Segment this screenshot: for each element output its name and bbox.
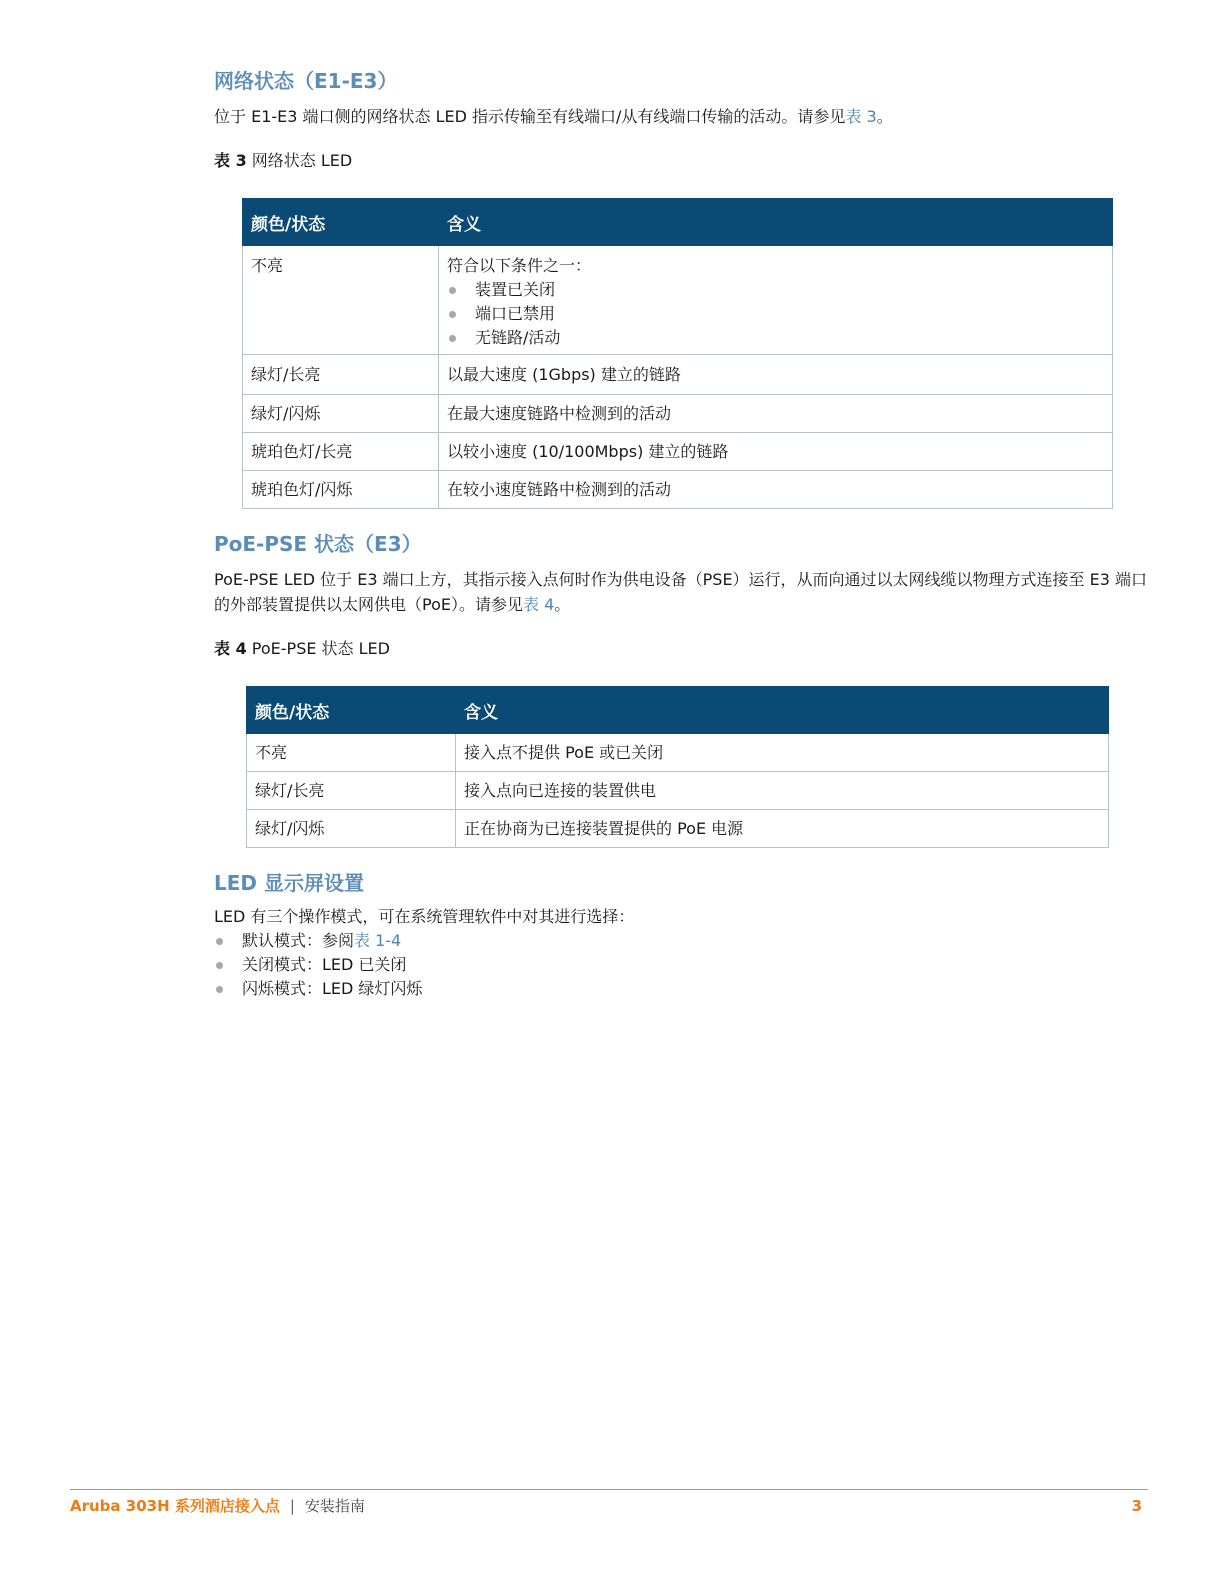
- header-meaning: 含义: [456, 687, 1109, 734]
- section-paragraph: [214, 104, 1154, 129]
- table-title: PoE-PSE 状态 LED: [246, 639, 390, 658]
- list-item: 闪烁模式：LED 绿灯闪烁: [214, 977, 1154, 1001]
- mode-default-text: 默认模式：参阅: [242, 931, 355, 950]
- table-3-link[interactable]: 表 3: [845, 107, 877, 126]
- mode-list: [214, 929, 1154, 1001]
- meaning-cell: [439, 246, 1113, 355]
- list-item: 关闭模式：LED 已关闭: [214, 953, 1154, 977]
- network-status-table: [242, 198, 1113, 509]
- table-row: [243, 395, 1113, 433]
- state-cell: 琥珀色灯/长亮: [243, 433, 439, 471]
- list-item: [214, 929, 1154, 953]
- meaning-cell: 正在协商为已连接装置提供的 PoE 电源: [456, 810, 1109, 848]
- section-heading: 网络状态（E1-E3）: [214, 69, 398, 93]
- poe-pse-status-table: [246, 686, 1109, 848]
- page-number: 3: [1131, 1497, 1142, 1515]
- table-row: [247, 734, 1109, 772]
- table-caption: [214, 150, 1154, 172]
- table-title: 网络状态 LED: [246, 151, 353, 170]
- table-row: [243, 471, 1113, 509]
- section-poe-pse-status: [214, 531, 1149, 660]
- meaning-cell: 接入点向已连接的装置供电: [456, 772, 1109, 810]
- paragraph-text: PoE-PSE LED 位于 E3 端口上方，其指示接入点何时作为供电设备（PSE）运行，从而向通过以太网线缆以物理方式连接至 E3 端口的外部装置提供以太网供电（PoE）。请参见: [214, 570, 1148, 614]
- section-heading: LED 显示屏设置: [214, 871, 364, 895]
- header-state: 颜色/状态: [247, 687, 456, 734]
- state-cell: 绿灯/闪烁: [243, 395, 439, 433]
- footer-guide-title: 安装指南: [304, 1497, 365, 1515]
- meaning-cell: 以较小速度 (10/100Mbps) 建立的链路: [439, 433, 1113, 471]
- section-heading: PoE-PSE 状态（E3）: [214, 532, 422, 556]
- table-header-row: [243, 199, 1113, 246]
- page-footer: [70, 1496, 1142, 1516]
- state-cell: 绿灯/长亮: [243, 355, 439, 395]
- table-row: [243, 246, 1113, 355]
- list-item: 端口已禁用: [447, 302, 1104, 326]
- table-row: [243, 355, 1113, 395]
- conditions-intro: 符合以下条件之一：: [447, 256, 592, 275]
- paragraph-end: 。: [554, 595, 571, 614]
- header-meaning: 含义: [439, 199, 1113, 246]
- conditions-list: [447, 278, 1104, 350]
- table-4-link[interactable]: 表 4: [522, 595, 555, 614]
- paragraph-end: 。: [876, 107, 893, 126]
- section-led-display-settings: [214, 870, 1154, 1001]
- meaning-cell: 以最大速度 (1Gbps) 建立的链路: [439, 355, 1113, 395]
- footer-separator: |: [289, 1497, 295, 1515]
- state-cell: 不亮: [247, 734, 456, 772]
- meaning-cell: 在较小速度链路中检测到的活动: [439, 471, 1113, 509]
- state-cell: 琥珀色灯/闪烁: [243, 471, 439, 509]
- state-cell: 绿灯/闪烁: [247, 810, 456, 848]
- list-item: 无链路/活动: [447, 326, 1104, 350]
- table-row: [247, 772, 1109, 810]
- meaning-cell: 在最大速度链路中检测到的活动: [439, 395, 1113, 433]
- table-caption: [214, 638, 1149, 660]
- table-1-4-link[interactable]: 表 1-4: [354, 931, 402, 950]
- list-item: 装置已关闭: [447, 278, 1104, 302]
- table-row: [247, 810, 1109, 848]
- state-cell: 绿灯/长亮: [247, 772, 456, 810]
- state-cell: 不亮: [243, 246, 439, 355]
- header-state: 颜色/状态: [243, 199, 439, 246]
- section-paragraph: [214, 567, 1149, 617]
- table-number: 表 4: [214, 639, 247, 658]
- meaning-cell: 接入点不提供 PoE 或已关闭: [456, 734, 1109, 772]
- footer-divider: [70, 1489, 1148, 1490]
- table-header-row: [247, 687, 1109, 734]
- section-paragraph: LED 有三个操作模式，可在系统管理软件中对其进行选择：: [214, 907, 635, 926]
- footer-product: Aruba 303H 系列酒店接入点: [70, 1497, 280, 1515]
- section-network-status: [214, 68, 1154, 172]
- table-number: 表 3: [214, 151, 247, 170]
- paragraph-text: 位于 E1-E3 端口侧的网络状态 LED 指示传输至有线端口/从有线端口传输的活动。请参见: [214, 107, 846, 126]
- table-row: [243, 433, 1113, 471]
